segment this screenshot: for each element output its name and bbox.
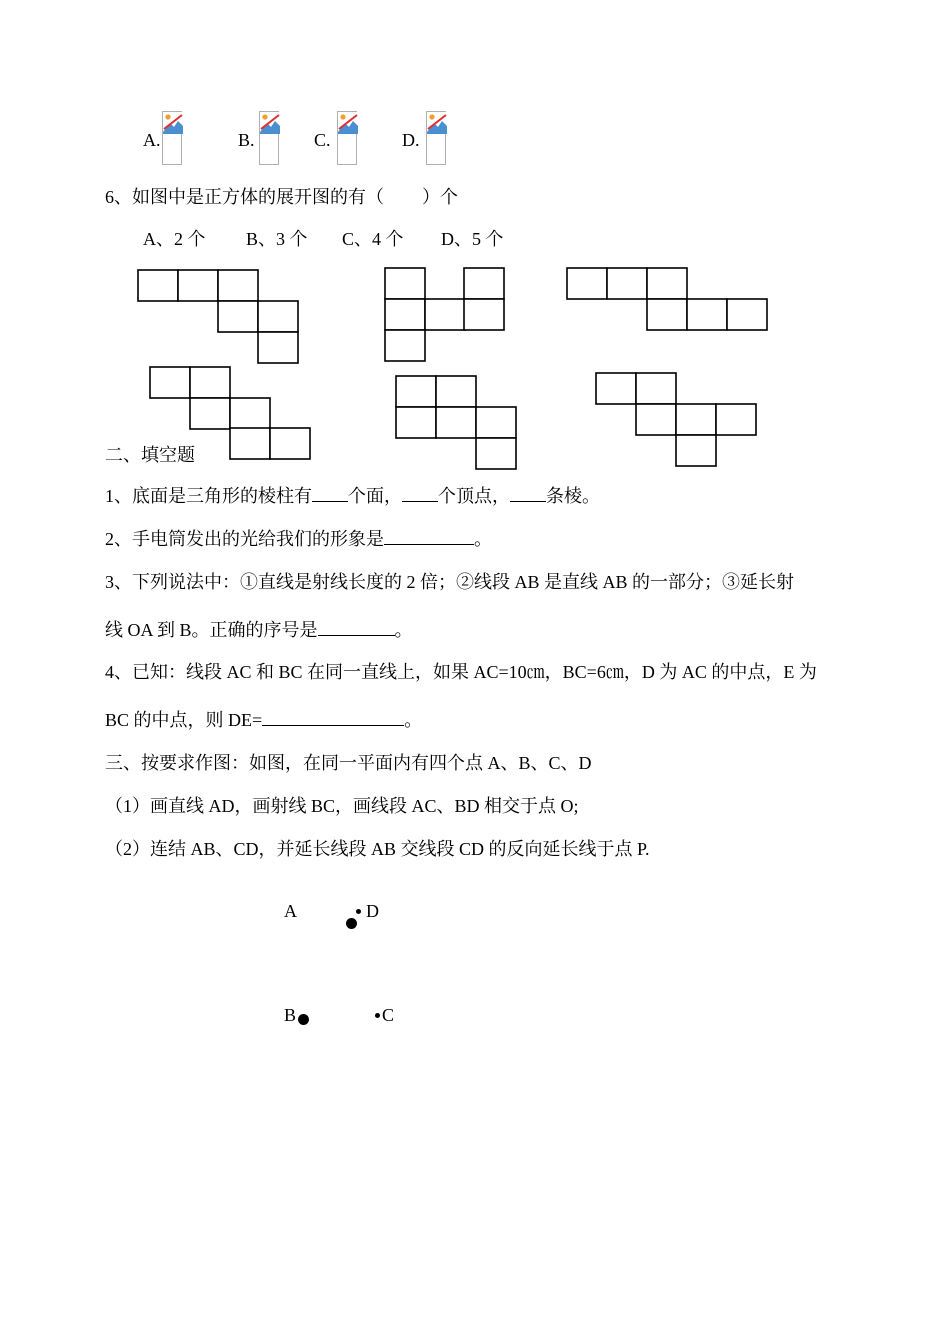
q3-text-1: 线 OA 到 B。正确的序号是: [105, 620, 318, 640]
section2-q2: [105, 530, 492, 548]
section2-q3-line1: 3、下列说法中：①直线是射线长度的 2 倍；②线段 AB 是直线 AB 的一部分；③延长射: [105, 572, 795, 592]
q4-text-1: BC 的中点，则 DE=: [105, 710, 263, 730]
point-a-label: A: [284, 901, 297, 921]
section2-q3-line2: [105, 621, 413, 639]
q1-text-2: 个面，: [348, 486, 402, 506]
q2-text-2: 。: [474, 529, 492, 549]
cube-net-5: [396, 376, 516, 469]
cube-net-3: [567, 268, 767, 330]
option-c-label: C.: [314, 130, 331, 150]
point-d-dot: [356, 909, 361, 914]
q6-choice-c: C、4 个: [342, 229, 404, 249]
q3-text-2: 。: [394, 620, 413, 640]
section2-q1: [105, 487, 600, 505]
q2-text-1: 2、手电筒发出的光给我们的形象是: [105, 529, 384, 549]
section2-title: 二、填空题: [105, 445, 195, 465]
q6-stem-after: ）个: [422, 187, 458, 207]
cube-net-6: [596, 373, 756, 466]
point-c-label: C: [382, 1005, 395, 1025]
point-a-dot: [346, 918, 357, 929]
cube-net-1: [138, 270, 298, 363]
q1-text-3: 个顶点，: [438, 486, 510, 506]
q6-choice-b: B、3 个: [246, 229, 308, 249]
q4-text-2: 。: [404, 710, 423, 730]
section2-q4-line2: [105, 711, 422, 729]
q4-blank[interactable]: [262, 724, 404, 726]
section3-title: 三、按要求作图：如图，在同一平面内有四个点 A、B、C、D: [105, 753, 592, 773]
point-c-dot: [375, 1013, 380, 1018]
section2-q4-line1: 4、已知：线段 AC 和 BC 在同一直线上，如果 AC=10㎝，BC=6㎝，D 为 AC 的中点，E 为: [105, 662, 817, 682]
cube-nets-figure: [0, 0, 950, 480]
q1-blank-vertices[interactable]: [402, 500, 438, 502]
q6-stem-before: 6、如图中是正方体的展开图的有（: [105, 187, 384, 207]
point-d-label: D: [366, 901, 379, 921]
q3-blank[interactable]: [318, 634, 395, 636]
point-b-dot: [298, 1014, 309, 1025]
cube-net-2: [385, 268, 504, 361]
section3-step1: （1）画直线 AD，画射线 BC，画线段 AC、BD 相交于点 O;: [105, 796, 579, 816]
section3-step2: （2）连结 AB、CD，并延长线段 AB 交线段 CD 的反向延长线于点 P.: [105, 839, 650, 859]
q2-blank[interactable]: [384, 543, 474, 545]
q1-blank-faces[interactable]: [312, 500, 348, 502]
q6-choice-d: D、5 个: [441, 229, 504, 249]
option-d-label: D.: [402, 130, 420, 150]
q1-text-1: 1、底面是三角形的棱柱有: [105, 486, 312, 506]
point-b-label: B: [284, 1005, 297, 1025]
q1-blank-edges[interactable]: [510, 500, 546, 502]
q1-text-4: 条棱。: [546, 486, 600, 506]
option-b-label: B.: [238, 130, 255, 150]
option-a-label: A.: [143, 130, 161, 150]
q6-choice-a: A、2 个: [143, 229, 206, 249]
